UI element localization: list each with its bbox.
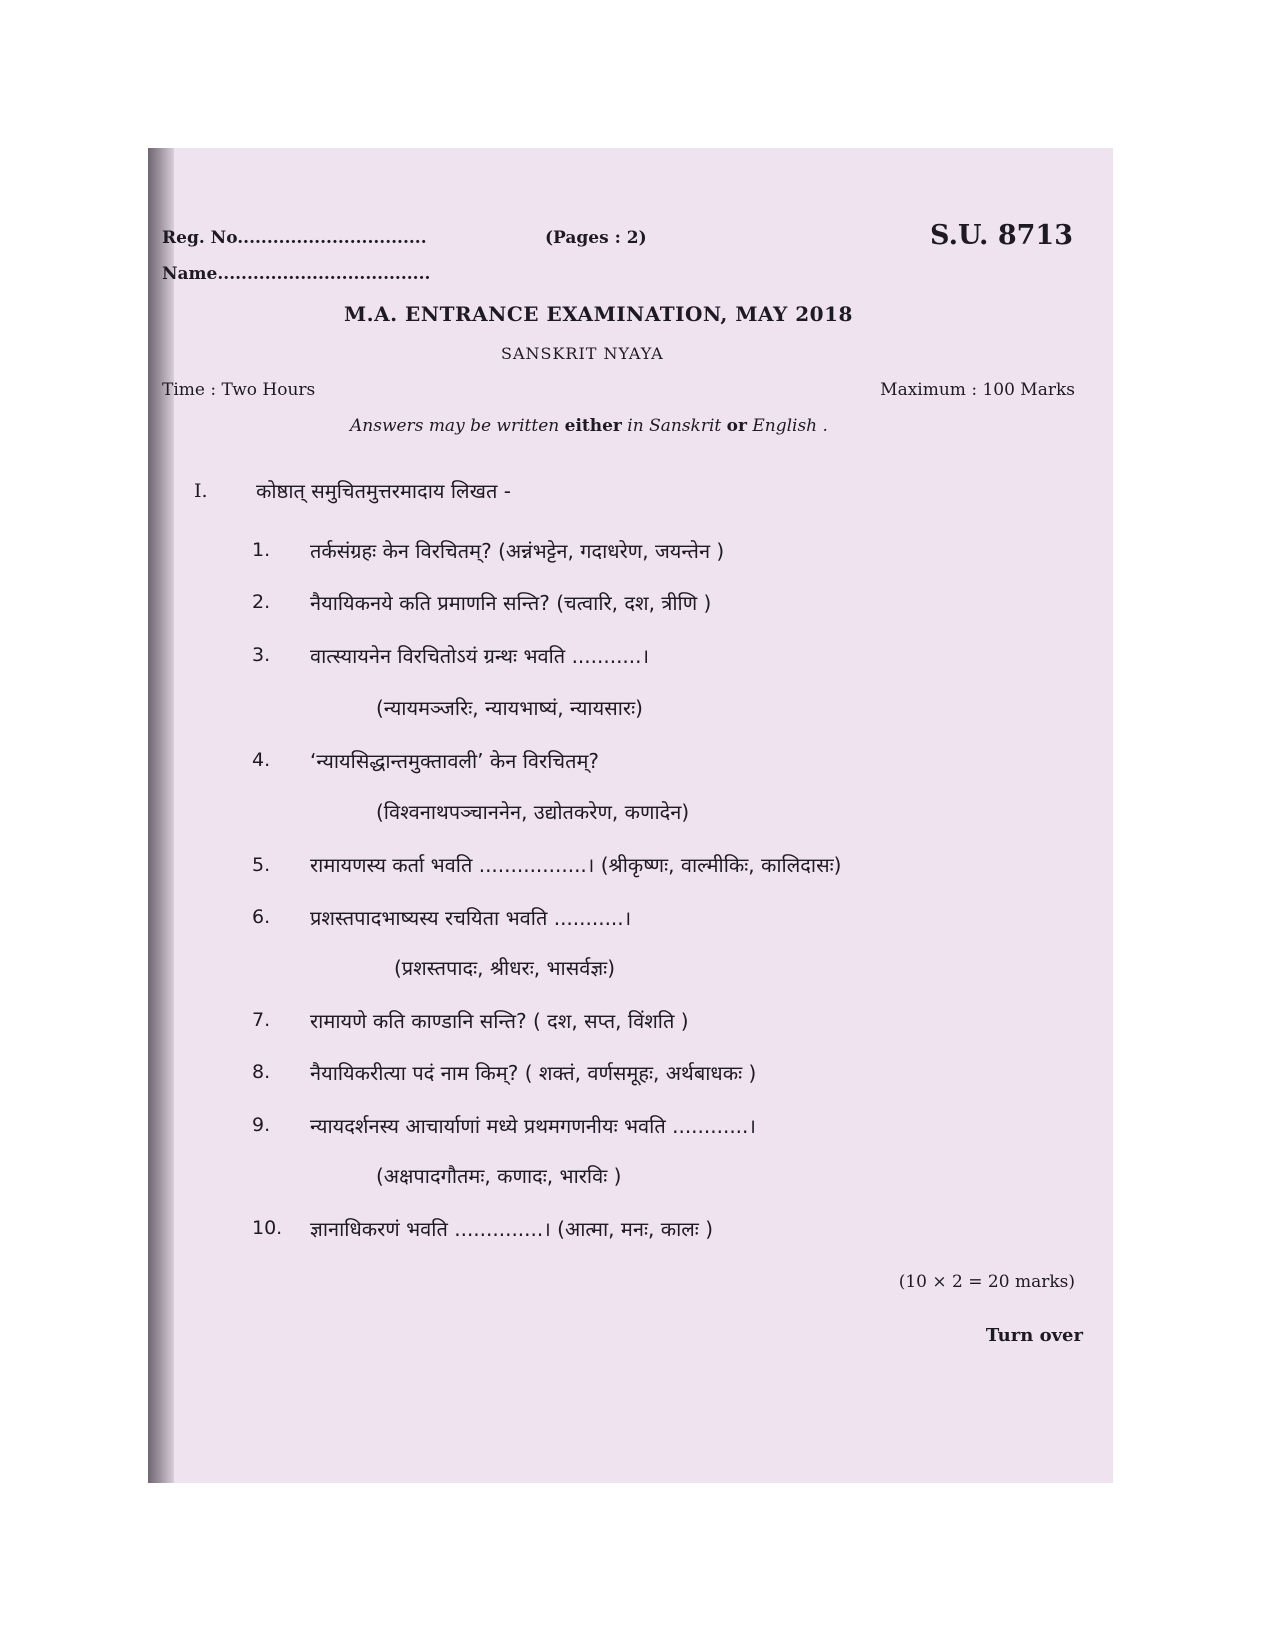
question-number: 8. <box>252 1061 271 1083</box>
question-text: रामायणस्य कर्ता भवति .................। (श्रीकृष्णः, वाल्मीकिः, कालिदासः) <box>310 853 842 877</box>
instruction-text: Answers may be written <box>350 416 565 436</box>
question-text: वात्स्यायनेन विरचितोऽयं ग्रन्थः भवति ...........। <box>310 644 650 668</box>
turn-over-note: Turn over <box>985 1325 1083 1346</box>
exam-title: M.A. ENTRANCE EXAMINATION, MAY 2018 <box>344 302 853 326</box>
question-number: 3. <box>252 644 271 666</box>
binding-shadow <box>148 148 174 1483</box>
exam-sheet <box>148 148 1113 1483</box>
name-field: Name.................................... <box>162 264 431 284</box>
question-options: (न्यायमञ्जरिः, न्यायभाष्यं, न्यायसारः) <box>376 696 643 720</box>
reg-no-field: Reg. No................................ <box>162 228 427 248</box>
question-text: तर्कसंग्रहः केन विरचितम्? (अन्नंभट्टेन, गदाधरेण, जयन्तेन ) <box>310 539 725 563</box>
question-options: (अक्षपादगौतमः, कणादः, भारविः ) <box>376 1164 622 1188</box>
instructions <box>350 416 828 436</box>
paper-code: S.U. 8713 <box>930 220 1073 251</box>
exam-duration: Time : Two Hours <box>162 380 316 400</box>
question-number: 2. <box>252 591 271 613</box>
question-options: (प्रशस्तपादः, श्रीधरः, भासर्वज्ञः) <box>394 956 615 980</box>
section-numeral: I. <box>194 480 208 502</box>
question-number: 4. <box>252 749 271 771</box>
section-marks: (10 × 2 = 20 marks) <box>898 1272 1075 1292</box>
question-number: 5. <box>252 854 271 876</box>
maximum-marks: Maximum : 100 Marks <box>880 380 1075 400</box>
question-text: रामायणे कति काण्डानि सन्ति? ( दश, सप्त, विंशति ) <box>310 1009 689 1033</box>
instruction-either: either <box>564 416 622 436</box>
page-count: (Pages : 2) <box>545 228 647 248</box>
instruction-or: or <box>726 416 747 436</box>
instruction-text: in Sanskrit <box>621 416 727 436</box>
instruction-text: English . <box>746 416 828 436</box>
question-text: नैयायिकरीत्या पदं नाम किम्? ( शक्तं, वर्णसमूहः, अर्थबाधकः ) <box>310 1061 757 1085</box>
question-text: नैयायिकनये कति प्रमाणनि सन्ति? (चत्वारि, दश, त्रीणि ) <box>310 591 712 615</box>
section-heading: कोष्ठात् समुचितमुत्तरमादाय लिखत - <box>256 479 511 503</box>
question-text: प्रशस्तपादभाष्यस्य रचयिता भवति ...........। <box>310 906 632 930</box>
question-options: (विश्वनाथपञ्चाननेन, उद्योतकरेण, कणादेन) <box>376 800 690 824</box>
question-number: 10. <box>252 1217 283 1239</box>
question-text: ‘न्यायसिद्धान्तमुक्तावली’ केन विरचितम्? <box>310 749 600 773</box>
question-text: ज्ञानाधिकरणं भवति ..............। (आत्मा, मनः, कालः ) <box>310 1217 714 1241</box>
question-number: 9. <box>252 1114 271 1136</box>
question-text: न्यायदर्शनस्य आचार्याणां मध्ये प्रथमगणनीयः भवति ............। <box>310 1114 756 1138</box>
question-number: 1. <box>252 539 271 561</box>
question-number: 7. <box>252 1009 271 1031</box>
question-number: 6. <box>252 906 271 928</box>
exam-subject: SANSKRIT NYAYA <box>501 344 664 363</box>
